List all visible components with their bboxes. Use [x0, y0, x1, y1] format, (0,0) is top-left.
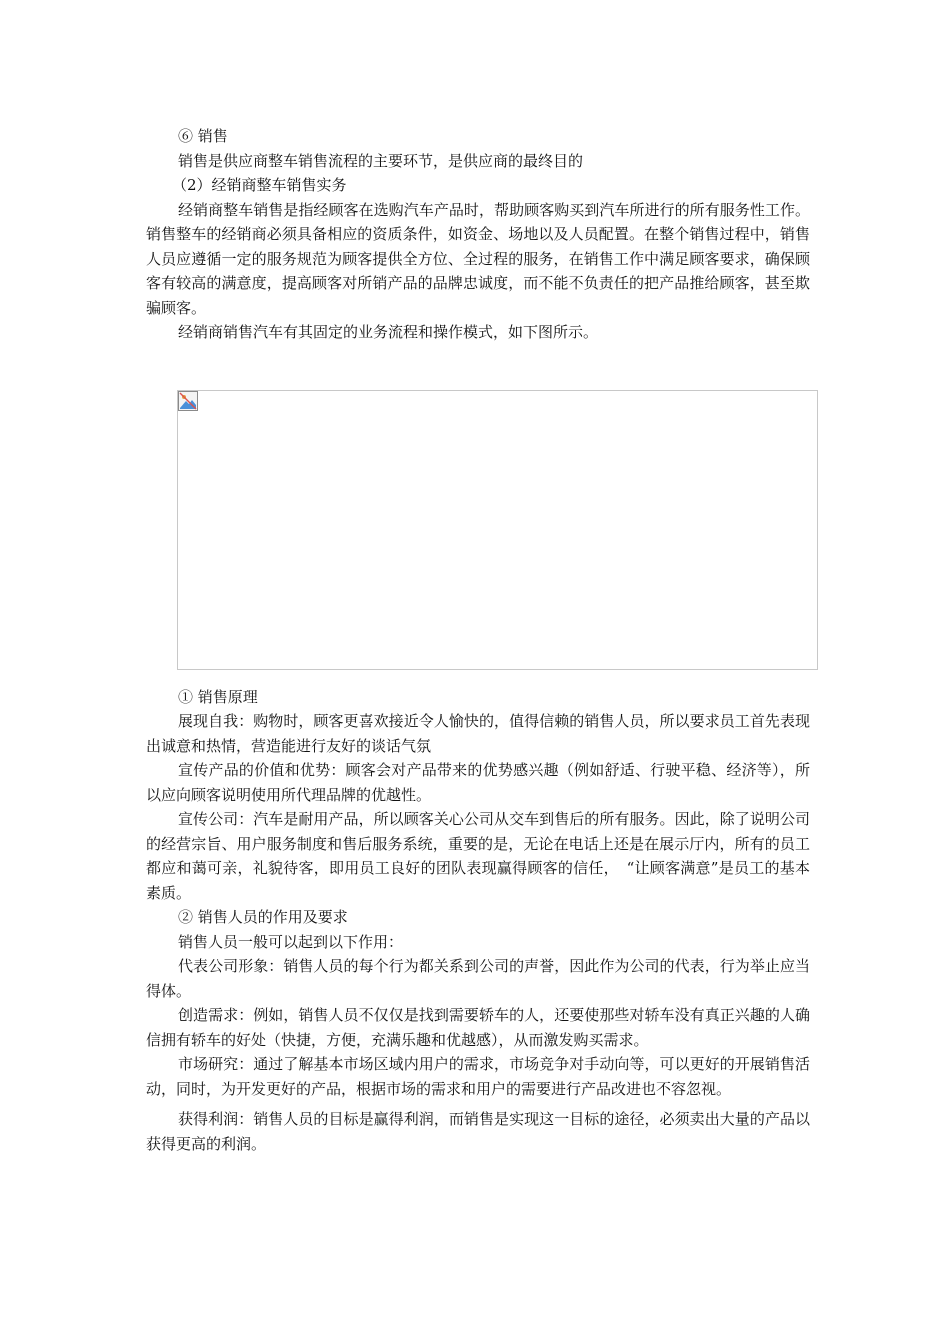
paragraph: 销售人员一般可以起到以下作用： — [178, 932, 404, 951]
broken-image-icon — [178, 391, 198, 411]
section-heading-dealer-sales: （2）经销商整车销售实务 — [172, 176, 347, 194]
paragraph: 展现自我：购物时，顾客更喜欢接近令人愉快的，值得信赖的销售人员，所以要求员工首先表现出诚意和热情，营造能进行友好的谈话气氛 — [146, 712, 810, 755]
paragraph: 宣传产品的价值和优势：顾客会对产品带来的优势感兴趣（例如舒适、行驶平稳、经济等），所以应向顾客说明使用所代理品牌的优越性。 — [146, 761, 810, 804]
section-heading-sales-principle: ① 销售原理 — [178, 687, 258, 706]
section-heading-sales: ⑥ 销售 — [178, 127, 228, 145]
paragraph: 获得利润：销售人员的目标是赢得利润，而销售是实现这一目标的途径，必须卖出大量的产品以获得更高的利润。 — [146, 1110, 810, 1153]
figure-placeholder — [177, 390, 818, 670]
paragraph: 市场研究：通过了解基本市场区域内用户的需求，市场竞争对手动向等，可以更好的开展销售活动，同时，为开发更好的产品，根据市场的需求和用户的需要进行产品改进也不容忽视。 — [146, 1055, 810, 1098]
document-page — [146, 124, 810, 1156]
paragraph: 经销商整车销售是指经顾客在选购汽车产品时，帮助顾客购买到汽车所进行的所有服务性工作。销售整车的经销商必须具备相应的资质条件，如资金、场地以及人员配置。在整个销售过程中，销售人员应遵循一定的服务规范为顾客提供全方位、全过程的服务，在销售工作中满足顾客要求，确保顾客有较高的满意度，提高顾客对所销产品的品牌忠诚度，而不能不负责任的把产品推给顾客，甚至欺骗顾客。 — [146, 200, 810, 317]
paragraph: 创造需求：例如，销售人员不仅仅是找到需要轿车的人，还要使那些对轿车没有真正兴趣的人确信拥有轿车的好处（快捷，方便，充满乐趣和优越感），从而激发购买需求。 — [146, 1006, 810, 1049]
paragraph: 销售是供应商整车销售流程的主要环节，是供应商的最终目的 — [178, 151, 584, 170]
paragraph: 宣传公司：汽车是耐用产品，所以顾客关心公司从交车到售后的所有服务。因此，除了说明公司的经营宗旨、用户服务制度和售后服务系统，重要的是，无论在电话上还是在展示厅内，所有的员工都应和蔼可亲，礼貌待客，即用员工良好的团队表现赢得顾客的信任， “让顾客满意”是员工的基本素质。 — [146, 810, 810, 902]
paragraph: 代表公司形象：销售人员的每个行为都关系到公司的声誉，因此作为公司的代表，行为举止应当得体。 — [146, 957, 810, 1000]
section-heading-salesperson-role: ② 销售人员的作用及要求 — [178, 908, 348, 926]
paragraph: 经销商销售汽车有其固定的业务流程和操作模式，如下图所示。 — [178, 323, 599, 341]
